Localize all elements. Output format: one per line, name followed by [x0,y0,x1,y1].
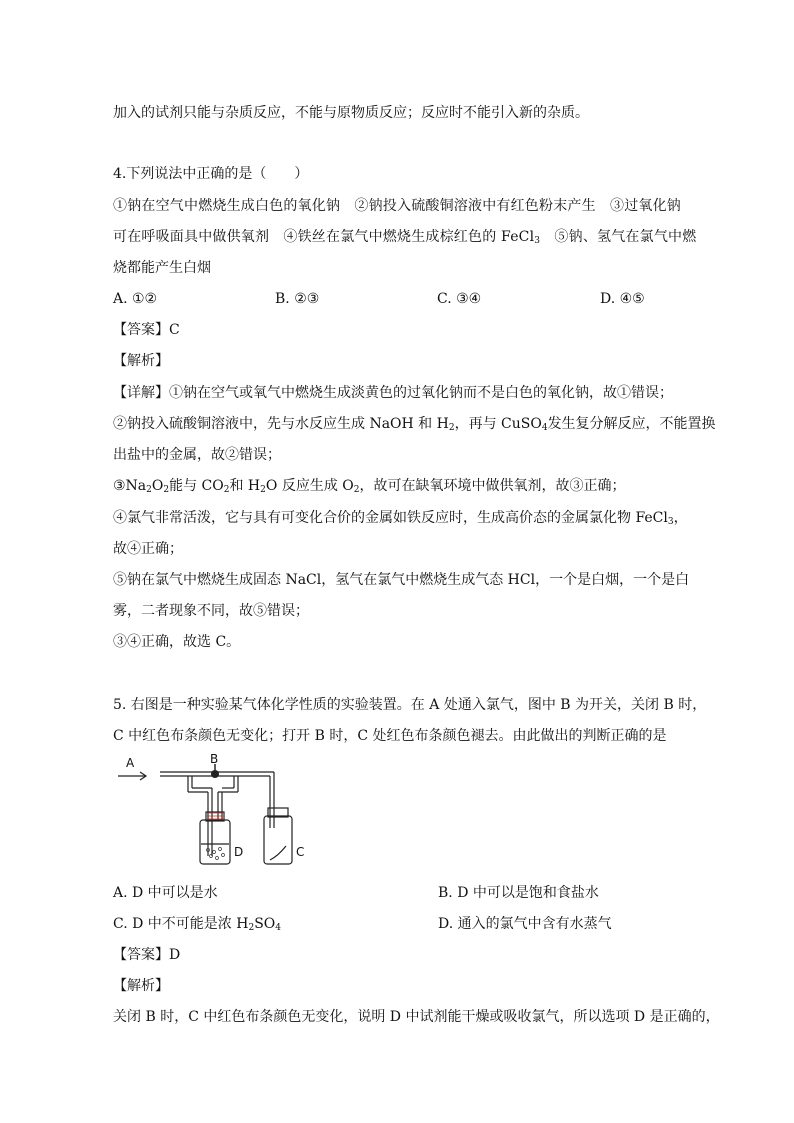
q4-items-line2-b: ⑤钠、氢气在氯气中燃 [540,229,697,245]
q4-detail-line9: ③④正确，故选 C。 [113,634,241,650]
q4-option-d: D. ④⑤ [600,291,645,307]
q4-detail-line2-c: 发生复分解反应，不能置换 [547,416,716,432]
q4-items-line3: 烧都能产生白烟 [113,260,211,276]
q4-detail-line3: 出盐中的金属，故②错误； [113,447,281,463]
q4-detail-line7: ⑤钠在氯气中燃烧生成固态 NaCl，氢气在氯气中燃烧生成气态 HCl，一个是白烟，一个是白 [113,572,690,588]
q4-detail-line2 [113,414,716,434]
q4-detail-line4-c: 能与 CO [169,478,224,494]
q4-detail-line2-b: ，再与 CuSO [454,416,542,432]
q4-detail-line6: 故④正确； [113,541,183,557]
q5-stem-line2: C 中红色布条颜色无变化；打开 B 时，C 处红色布条颜色褪去。由此做出的判断正确的是 [113,728,667,744]
q5-option-a: A. D 中可以是水 [113,885,218,901]
q5-option-c-sub1: 2 [248,923,255,933]
q5-analysis-line: 关闭 B 时，C 中红色布条颜色无变化，说明 D 中试剂能干燥或吸收氯气，所以选项 D 是正确的， [113,1009,720,1025]
label-a: A [126,756,135,770]
q4-detail-line2-sub2: 4 [541,423,548,433]
bottle-c [264,816,292,864]
q5-option-c-b: SO [254,916,276,932]
q4-detail-line4-s4: 2 [260,485,266,495]
q4-analysis-label: 【解析】 [113,353,169,369]
q4-detail-line4-a: ③Na [113,478,147,494]
intro-line: 加入的试剂只能与杂质反应，不能与原物质反应；反应时不能引入新的杂质。 [113,105,589,121]
q4-detail-line4 [113,476,625,496]
q4-detail-line2-a: ②钠投入硫酸铜溶液中，先与水反应生成 NaOH 和 H [113,416,449,432]
q4-option-a: A. ①② [113,291,158,307]
q4-detail-line5-sub: 3 [667,517,674,527]
q4-detail-line4-s5: 2 [353,485,360,495]
q5-option-c-sub2: 4 [275,923,281,933]
q4-option-b: B. ②③ [275,291,320,307]
q4-detail-line8: 雾，二者现象不同，故⑤错误； [113,603,309,619]
q4-items-line2 [113,227,696,247]
q4-items-line1: ①钠在空气中燃烧生成白色的氧化钠 ②钠投入硫酸铜溶液中有红色粉末产生 ③过氧化钠 [113,198,681,214]
q5-stem-line1: 5. 右图是一种实验某气体化学性质的实验装置。在 A 处通入氯气，图中 B 为开关，关闭 B 时， [113,697,707,713]
q5-option-b: B. D 中可以是饱和食盐水 [438,885,599,901]
q4-option-c: C. ③④ [437,291,482,307]
q4-detail-line4-d: 和 H [229,478,261,494]
q4-items-line2-a: 可在呼吸面具中做供氧剂 ④铁丝在氯气中燃烧生成棕红色的 FeCl [113,229,535,245]
q5-option-d: D. 通入的氯气中含有水蒸气 [438,916,612,932]
valve-b-icon [211,770,219,778]
q4-answer: 【答案】C [113,322,180,338]
q4-detail-line2-sub1: 2 [448,423,455,433]
label-d: D [234,845,244,859]
q4-detail-line4-b: O [151,478,164,494]
q4-detail-line4-e: O 反应生成 O [265,478,354,494]
q4-detail-line1: 【详解】①钠在空气或氧气中燃烧生成淡黄色的过氧化钠而不是白色的氧化钠，故①错误； [113,385,673,401]
q4-items-line2-sub: 3 [534,236,541,246]
q4-detail-line5-b: ， [673,510,688,526]
q4-stem: 4.下列说法中正确的是（ ） [113,166,309,182]
q4-detail-line4-f: ，故可在缺氧环境中做供氧剂，故③正确； [359,478,626,494]
label-b: B [210,752,219,766]
q4-detail-line4-s2: 2 [163,485,170,495]
q4-detail-line5 [113,508,688,528]
q5-analysis-label: 【解析】 [113,978,169,994]
apparatus-diagram [112,752,312,870]
q5-answer: 【答案】D [113,947,181,963]
bottle-d [200,820,230,864]
label-c: C [296,845,305,859]
q4-detail-line5-a: ④氯气非常活泼，它与具有可变化合价的金属如铁反应时，生成高价态的金属氯化物 FeCl [113,510,668,526]
q5-option-c-a: C. D 中不可能是浓 H [113,916,249,932]
cloth-strip-icon [270,846,286,860]
q4-detail-line4-s3: 2 [223,485,230,495]
q4-detail-line4-s1: 2 [146,485,152,495]
q5-option-c [113,914,281,934]
